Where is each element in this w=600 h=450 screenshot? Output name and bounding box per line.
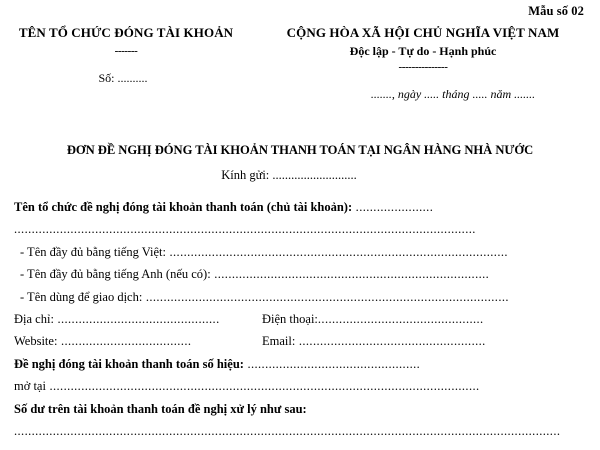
opened-at-dots[interactable]: .......................................................................................................................... (45, 379, 480, 394)
document-body (14, 196, 588, 442)
name-english-row (14, 263, 588, 285)
phone-field (262, 308, 588, 330)
national-title: CỘNG HÒA XÃ HỘI CHỦ NGHĨA VIỆT NAM (286, 25, 560, 40)
name-vietnamese-dots[interactable]: ................................................................................................ (165, 244, 508, 259)
balance-instruction-label: Số dư trên tài khoản thanh toán đề nghị xử lý như sau: (14, 401, 307, 416)
website-field (14, 330, 262, 352)
recipient-line: Kính gửi: ........................... (221, 168, 357, 182)
address-dots[interactable]: .............................................. (53, 312, 220, 327)
document-header (0, 25, 600, 102)
account-number-row (14, 353, 588, 375)
address-field (14, 308, 262, 330)
balance-instruction-dots[interactable]: ........................................................................................................................................................... (14, 424, 561, 439)
address-phone-row (14, 308, 588, 330)
name-vietnamese-row (14, 241, 588, 263)
email-field (262, 330, 588, 352)
website-dots[interactable]: ..................................... (57, 334, 192, 349)
opened-at-row (14, 375, 588, 397)
organization-name: TÊN TỔ CHỨC ĐÓNG TÀI KHOẢN (18, 25, 234, 40)
name-trading-dots[interactable]: ....................................................................................................... (142, 289, 509, 304)
national-motto: Độc lập - Tự do - Hạnh phúc (349, 44, 497, 58)
national-header-block (246, 25, 600, 102)
phone-dots[interactable]: ............................................... (317, 312, 484, 327)
page-title: ĐƠN ĐỀ NGHỊ ĐÓNG TÀI KHOẢN THANH TOÁN TẠI NGÂN HÀNG NHÀ NƯỚC (66, 143, 534, 157)
account-holder-overflow-dots[interactable]: ................................................................................................................................... (14, 222, 476, 237)
email-dots[interactable]: ..................................................... (295, 334, 486, 349)
email-label: Email: (262, 334, 296, 349)
form-code: Mẫu số 02 (528, 4, 584, 18)
phone-label: Điện thoại: (262, 312, 318, 327)
website-label: Website: (14, 334, 58, 349)
account-holder-dots[interactable]: ...................... (352, 200, 434, 214)
document-number-line: Số: .......... (98, 71, 148, 85)
name-english-label: - Tên đầy đủ bằng tiếng Anh (nếu có): (20, 267, 211, 282)
name-trading-label: - Tên dùng để giao dịch: (20, 289, 143, 304)
account-holder-label: Tên tổ chức đề nghị đóng tài khoản thanh toán (chủ tài khoản): (14, 200, 353, 214)
website-email-row (14, 330, 588, 352)
date-line: ......., ngày ..... tháng ..... năm ....... (370, 87, 536, 101)
organization-header-block (0, 25, 246, 86)
account-holder-row (14, 196, 588, 218)
address-label: Địa chỉ: (14, 312, 54, 327)
organization-rule: ------- (114, 45, 138, 57)
name-trading-row (14, 286, 588, 308)
name-english-dots[interactable]: .............................................................................. (210, 267, 490, 282)
account-number-dots[interactable]: ................................................. (243, 356, 421, 371)
name-vietnamese-label: - Tên đầy đủ bằng tiếng Việt: (20, 244, 166, 259)
opened-at-label: mở tại (14, 379, 46, 394)
national-rule: --------------- (398, 61, 448, 73)
account-number-label: Đề nghị đóng tài khoản thanh toán số hiệu: (14, 356, 244, 371)
